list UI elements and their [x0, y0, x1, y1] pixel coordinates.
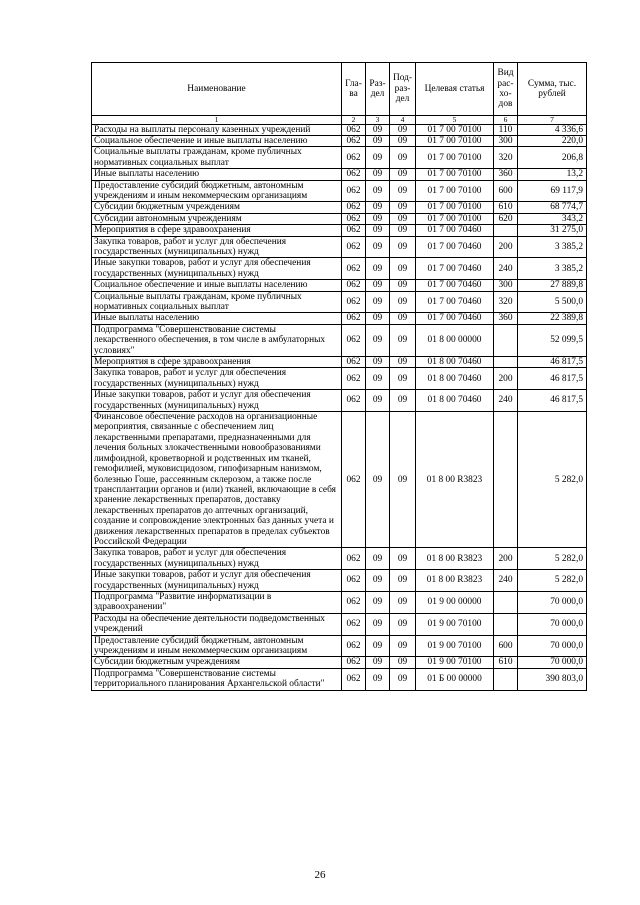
row-podrazdel: 09	[390, 570, 416, 592]
row-name: Иные закупки товаров, работ и услуг для обеспечения государственных (муниципальных) нужд	[92, 390, 342, 412]
row-glava: 062	[342, 135, 366, 146]
column-number: 6	[494, 116, 518, 125]
row-summa: 5 500,0	[518, 291, 587, 313]
row-name: Предоставление субсидий бюджетным, автономным учреждениям и иным некоммерческим организациям	[92, 635, 342, 657]
table-row	[92, 357, 587, 368]
row-summa: 68 774,7	[518, 202, 587, 213]
header-glava: Гла-ва	[342, 63, 366, 116]
row-podrazdel: 09	[390, 635, 416, 657]
header-summa: Сумма, тыс. рублей	[518, 63, 587, 116]
row-statya: 01 8 00 R3823	[416, 570, 494, 592]
row-podrazdel: 09	[390, 313, 416, 324]
table-row	[92, 135, 587, 146]
table-row	[92, 613, 587, 635]
table-row	[92, 124, 587, 135]
row-summa: 3 385,2	[518, 236, 587, 258]
table-row	[92, 368, 587, 390]
row-vid: 240	[494, 390, 518, 412]
row-podrazdel: 09	[390, 390, 416, 412]
row-summa: 3 385,2	[518, 258, 587, 280]
row-podrazdel: 09	[390, 668, 416, 690]
row-statya: 01 8 00 R3823	[416, 548, 494, 570]
row-vid: 110	[494, 124, 518, 135]
row-glava: 062	[342, 324, 366, 356]
row-summa: 69 117,9	[518, 180, 587, 202]
row-podrazdel: 09	[390, 591, 416, 613]
row-glava: 062	[342, 291, 366, 313]
row-name: Закупка товаров, работ и услуг для обеспечения государственных (муниципальных) нужд	[92, 548, 342, 570]
row-razdel: 09	[366, 368, 390, 390]
table-header-row	[92, 63, 587, 116]
row-statya: 01 7 00 70460	[416, 258, 494, 280]
row-razdel: 09	[366, 613, 390, 635]
row-glava: 062	[342, 180, 366, 202]
row-statya: 01 7 00 70460	[416, 225, 494, 236]
row-name: Социальные выплаты гражданам, кроме публичных нормативных социальных выплат	[92, 147, 342, 169]
row-summa: 5 282,0	[518, 412, 587, 548]
row-glava: 062	[342, 390, 366, 412]
row-vid: 240	[494, 570, 518, 592]
row-statya: 01 7 00 70100	[416, 147, 494, 169]
row-glava: 062	[342, 657, 366, 668]
row-razdel: 09	[366, 657, 390, 668]
row-summa: 390 803,0	[518, 668, 587, 690]
column-number-row	[92, 116, 587, 125]
row-podrazdel: 09	[390, 135, 416, 146]
row-razdel: 09	[366, 313, 390, 324]
row-name: Финансовое обеспечение расходов на организационные мероприятия, связанные с обеспечением лиц лекарственными препаратами, предназначенными для лечения больных злокачественными новообразованиями лимфоидной, кроветворной и родственных им тканей, гемофилией, муковисцидозом, гипофизарным нанизмом, болезнью Гоше, рассеянным склерозом, а также после трансплантации органов и (или) тканей, включающие в себя хранение лекарственных препаратов, доставку лекарственных препаратов до аптечных организаций, создание и сопровождение электронных баз данных учета и движения лекарственных препаратов в пределах субъектов Российской Федерации	[92, 412, 342, 548]
row-statya: 01 7 00 70100	[416, 180, 494, 202]
row-statya: 01 7 00 70460	[416, 280, 494, 291]
row-glava: 062	[342, 202, 366, 213]
row-summa: 70 000,0	[518, 591, 587, 613]
header-vid: Вид рас-хо-дов	[494, 63, 518, 116]
row-glava: 062	[342, 280, 366, 291]
row-name: Предоставление субсидий бюджетным, автономным учреждениям и иным некоммерческим организациям	[92, 180, 342, 202]
row-summa: 5 282,0	[518, 570, 587, 592]
row-razdel: 09	[366, 324, 390, 356]
row-podrazdel: 09	[390, 169, 416, 180]
row-statya: 01 Б 00 00000	[416, 668, 494, 690]
row-glava: 062	[342, 169, 366, 180]
row-summa: 206,8	[518, 147, 587, 169]
row-razdel: 09	[366, 258, 390, 280]
row-summa: 46 817,5	[518, 390, 587, 412]
row-name: Мероприятия в сфере здравоохранения	[92, 225, 342, 236]
row-vid: 610	[494, 202, 518, 213]
column-number: 2	[342, 116, 366, 125]
row-podrazdel: 09	[390, 180, 416, 202]
row-podrazdel: 09	[390, 548, 416, 570]
row-razdel: 09	[366, 147, 390, 169]
table-row	[92, 180, 587, 202]
row-podrazdel: 09	[390, 613, 416, 635]
row-summa: 343,2	[518, 213, 587, 224]
row-razdel: 09	[366, 280, 390, 291]
row-statya: 01 8 00 70460	[416, 390, 494, 412]
row-glava: 062	[342, 613, 366, 635]
table-row	[92, 213, 587, 224]
row-name: Расходы на выплаты персоналу казенных учреждений	[92, 124, 342, 135]
row-vid: 200	[494, 368, 518, 390]
row-name: Расходы на обеспечение деятельности подведомственных учреждений	[92, 613, 342, 635]
row-razdel: 09	[366, 202, 390, 213]
row-statya: 01 8 00 70460	[416, 368, 494, 390]
row-vid: 600	[494, 180, 518, 202]
row-vid	[494, 324, 518, 356]
row-glava: 062	[342, 635, 366, 657]
row-summa: 4 336,6	[518, 124, 587, 135]
row-glava: 062	[342, 668, 366, 690]
row-glava: 062	[342, 412, 366, 548]
row-vid: 300	[494, 280, 518, 291]
row-glava: 062	[342, 236, 366, 258]
table-row	[92, 591, 587, 613]
row-summa: 5 282,0	[518, 548, 587, 570]
row-podrazdel: 09	[390, 213, 416, 224]
row-name: Субсидии бюджетным учреждениям	[92, 657, 342, 668]
row-glava: 062	[342, 147, 366, 169]
row-statya: 01 8 00 70460	[416, 357, 494, 368]
row-name: Закупка товаров, работ и услуг для обеспечения государственных (муниципальных) нужд	[92, 236, 342, 258]
table-row	[92, 570, 587, 592]
row-razdel: 09	[366, 635, 390, 657]
row-statya: 01 7 00 70100	[416, 169, 494, 180]
header-statya: Целевая статья	[416, 63, 494, 116]
row-vid: 300	[494, 135, 518, 146]
row-glava: 062	[342, 313, 366, 324]
column-number: 7	[518, 116, 587, 125]
row-name: Мероприятия в сфере здравоохранения	[92, 357, 342, 368]
row-name: Подпрограмма "Развитие информатизации в здравоохранении"	[92, 591, 342, 613]
table-row	[92, 147, 587, 169]
row-name: Закупка товаров, работ и услуг для обеспечения государственных (муниципальных) нужд	[92, 368, 342, 390]
row-vid	[494, 225, 518, 236]
row-statya: 01 7 00 70460	[416, 313, 494, 324]
row-statya: 01 8 00 R3823	[416, 412, 494, 548]
row-podrazdel: 09	[390, 368, 416, 390]
row-razdel: 09	[366, 236, 390, 258]
row-glava: 062	[342, 124, 366, 135]
row-statya: 01 7 00 70100	[416, 202, 494, 213]
row-razdel: 09	[366, 412, 390, 548]
table-row	[92, 390, 587, 412]
column-number: 4	[390, 116, 416, 125]
row-podrazdel: 09	[390, 202, 416, 213]
row-podrazdel: 09	[390, 258, 416, 280]
row-glava: 062	[342, 357, 366, 368]
budget-table	[91, 62, 587, 691]
row-vid: 200	[494, 548, 518, 570]
table-row	[92, 635, 587, 657]
column-number: 3	[366, 116, 390, 125]
row-vid: 320	[494, 291, 518, 313]
row-summa: 22 389,8	[518, 313, 587, 324]
row-glava: 062	[342, 591, 366, 613]
table-row	[92, 313, 587, 324]
header-podrazdel: Под-раз-дел	[390, 63, 416, 116]
table-row	[92, 291, 587, 313]
row-podrazdel: 09	[390, 357, 416, 368]
row-summa: 70 000,0	[518, 635, 587, 657]
row-summa: 220,0	[518, 135, 587, 146]
row-vid: 620	[494, 213, 518, 224]
row-statya: 01 7 00 70100	[416, 135, 494, 146]
row-podrazdel: 09	[390, 225, 416, 236]
row-name: Социальное обеспечение и иные выплаты населению	[92, 280, 342, 291]
row-name: Иные закупки товаров, работ и услуг для обеспечения государственных (муниципальных) нужд	[92, 570, 342, 592]
row-name: Подпрограмма "Совершенствование системы лекарственного обеспечения, в том числе в амбулаторных условиях"	[92, 324, 342, 356]
row-vid	[494, 412, 518, 548]
row-statya: 01 7 00 70100	[416, 213, 494, 224]
row-vid: 360	[494, 169, 518, 180]
row-razdel: 09	[366, 570, 390, 592]
row-vid: 200	[494, 236, 518, 258]
row-podrazdel: 09	[390, 280, 416, 291]
row-glava: 062	[342, 368, 366, 390]
row-razdel: 09	[366, 135, 390, 146]
row-vid: 320	[494, 147, 518, 169]
table-row	[92, 280, 587, 291]
row-summa: 70 000,0	[518, 657, 587, 668]
row-podrazdel: 09	[390, 124, 416, 135]
row-statya: 01 7 00 70460	[416, 236, 494, 258]
row-podrazdel: 09	[390, 236, 416, 258]
row-glava: 062	[342, 213, 366, 224]
table-row	[92, 169, 587, 180]
table-row	[92, 225, 587, 236]
table-row	[92, 236, 587, 258]
table-row	[92, 657, 587, 668]
row-vid: 610	[494, 657, 518, 668]
row-podrazdel: 09	[390, 657, 416, 668]
row-summa: 31 275,0	[518, 225, 587, 236]
row-podrazdel: 09	[390, 147, 416, 169]
row-glava: 062	[342, 258, 366, 280]
row-summa: 13,2	[518, 169, 587, 180]
row-razdel: 09	[366, 668, 390, 690]
header-razdel: Раз-дел	[366, 63, 390, 116]
header-name: Наименование	[92, 63, 342, 116]
row-statya: 01 9 00 00000	[416, 591, 494, 613]
table-row	[92, 548, 587, 570]
row-razdel: 09	[366, 390, 390, 412]
row-name: Иные выплаты населению	[92, 169, 342, 180]
row-summa: 70 000,0	[518, 613, 587, 635]
row-summa: 46 817,5	[518, 357, 587, 368]
row-razdel: 09	[366, 357, 390, 368]
column-number: 5	[416, 116, 494, 125]
column-number: 1	[92, 116, 342, 125]
row-razdel: 09	[366, 548, 390, 570]
table-row	[92, 202, 587, 213]
table-row	[92, 412, 587, 548]
row-statya: 01 9 00 70100	[416, 657, 494, 668]
row-vid	[494, 613, 518, 635]
row-razdel: 09	[366, 591, 390, 613]
row-glava: 062	[342, 548, 366, 570]
row-statya: 01 7 00 70460	[416, 291, 494, 313]
row-summa: 52 099,5	[518, 324, 587, 356]
row-summa: 46 817,5	[518, 368, 587, 390]
row-razdel: 09	[366, 291, 390, 313]
page-number: 26	[314, 869, 326, 881]
row-glava: 062	[342, 570, 366, 592]
table-row	[92, 324, 587, 356]
table-row	[92, 258, 587, 280]
row-razdel: 09	[366, 180, 390, 202]
table-row	[92, 668, 587, 690]
row-vid: 600	[494, 635, 518, 657]
row-name: Иные выплаты населению	[92, 313, 342, 324]
row-glava: 062	[342, 225, 366, 236]
row-podrazdel: 09	[390, 291, 416, 313]
row-name: Субсидии бюджетным учреждениям	[92, 202, 342, 213]
row-razdel: 09	[366, 213, 390, 224]
row-statya: 01 9 00 70100	[416, 613, 494, 635]
row-name: Социальное обеспечение и иные выплаты населению	[92, 135, 342, 146]
row-vid	[494, 668, 518, 690]
row-vid: 360	[494, 313, 518, 324]
row-vid	[494, 357, 518, 368]
table-body	[92, 124, 587, 690]
row-name: Иные закупки товаров, работ и услуг для обеспечения государственных (муниципальных) нужд	[92, 258, 342, 280]
row-statya: 01 9 00 70100	[416, 635, 494, 657]
row-vid: 240	[494, 258, 518, 280]
row-podrazdel: 09	[390, 324, 416, 356]
row-razdel: 09	[366, 124, 390, 135]
row-statya: 01 7 00 70100	[416, 124, 494, 135]
row-summa: 27 889,8	[518, 280, 587, 291]
row-vid	[494, 591, 518, 613]
row-razdel: 09	[366, 169, 390, 180]
row-name: Субсидии автономным учреждениям	[92, 213, 342, 224]
row-name: Подпрограмма "Совершенствование системы территориального планирования Архангельской области"	[92, 668, 342, 690]
row-podrazdel: 09	[390, 412, 416, 548]
row-statya: 01 8 00 00000	[416, 324, 494, 356]
row-razdel: 09	[366, 225, 390, 236]
row-name: Социальные выплаты гражданам, кроме публичных нормативных социальных выплат	[92, 291, 342, 313]
